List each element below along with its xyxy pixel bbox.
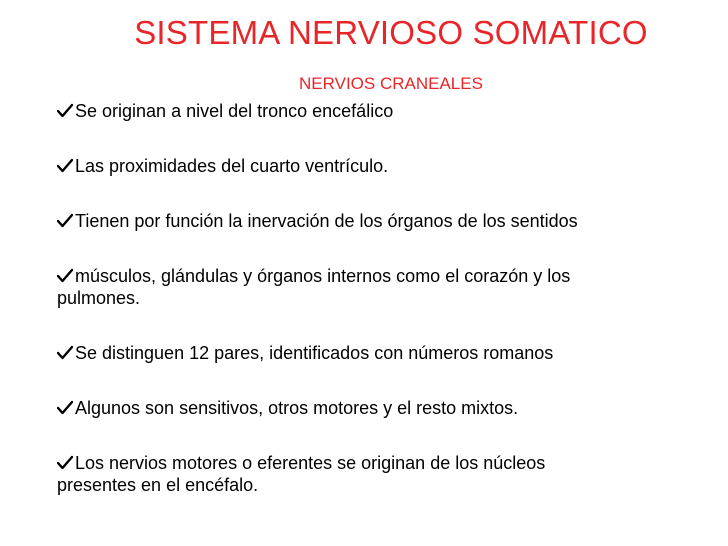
list-item [57,342,553,364]
bullet-text: Las proximidades del cuarto ventrículo. [75,156,389,176]
check-mark-icon [57,213,73,229]
bullet-text: Se originan a nivel del tronco encefálico [75,101,394,121]
bullet-text-line2: presentes en el encéfalo. [57,475,259,495]
list-item [57,210,578,232]
list-item [57,397,518,419]
list-item [57,100,393,122]
bullet-text-line2: pulmones. [57,288,141,308]
bullet-text: Algunos son sensitivos, otros motores y el resto mixtos. [75,398,519,418]
bullet-text-line1: músculos, glándulas y órganos internos como el corazón y los [75,266,571,286]
bullet-text: Tienen por función la inervación de los órganos de los sentidos [75,211,578,231]
bullet-text-line1: Los nervios motores o eferentes se originan de los núcleos [75,453,546,473]
check-mark-icon [57,103,73,119]
check-mark-icon [57,345,73,361]
slide-title-text: SISTEMA NERVIOSO SOMATICO [134,14,648,51]
check-mark-icon [57,400,73,416]
bullet-text: Se distinguen 12 pares, identificados con números romanos [75,343,554,363]
list-item [57,155,388,177]
check-mark-icon [57,158,73,174]
list-item [57,265,570,309]
check-mark-icon [57,268,73,284]
slide-subtitle [0,74,728,94]
list-item [57,452,545,496]
slide-subtitle-text: NERVIOS CRANEALES [299,74,483,93]
slide-title [0,14,728,52]
check-mark-icon [57,455,73,471]
